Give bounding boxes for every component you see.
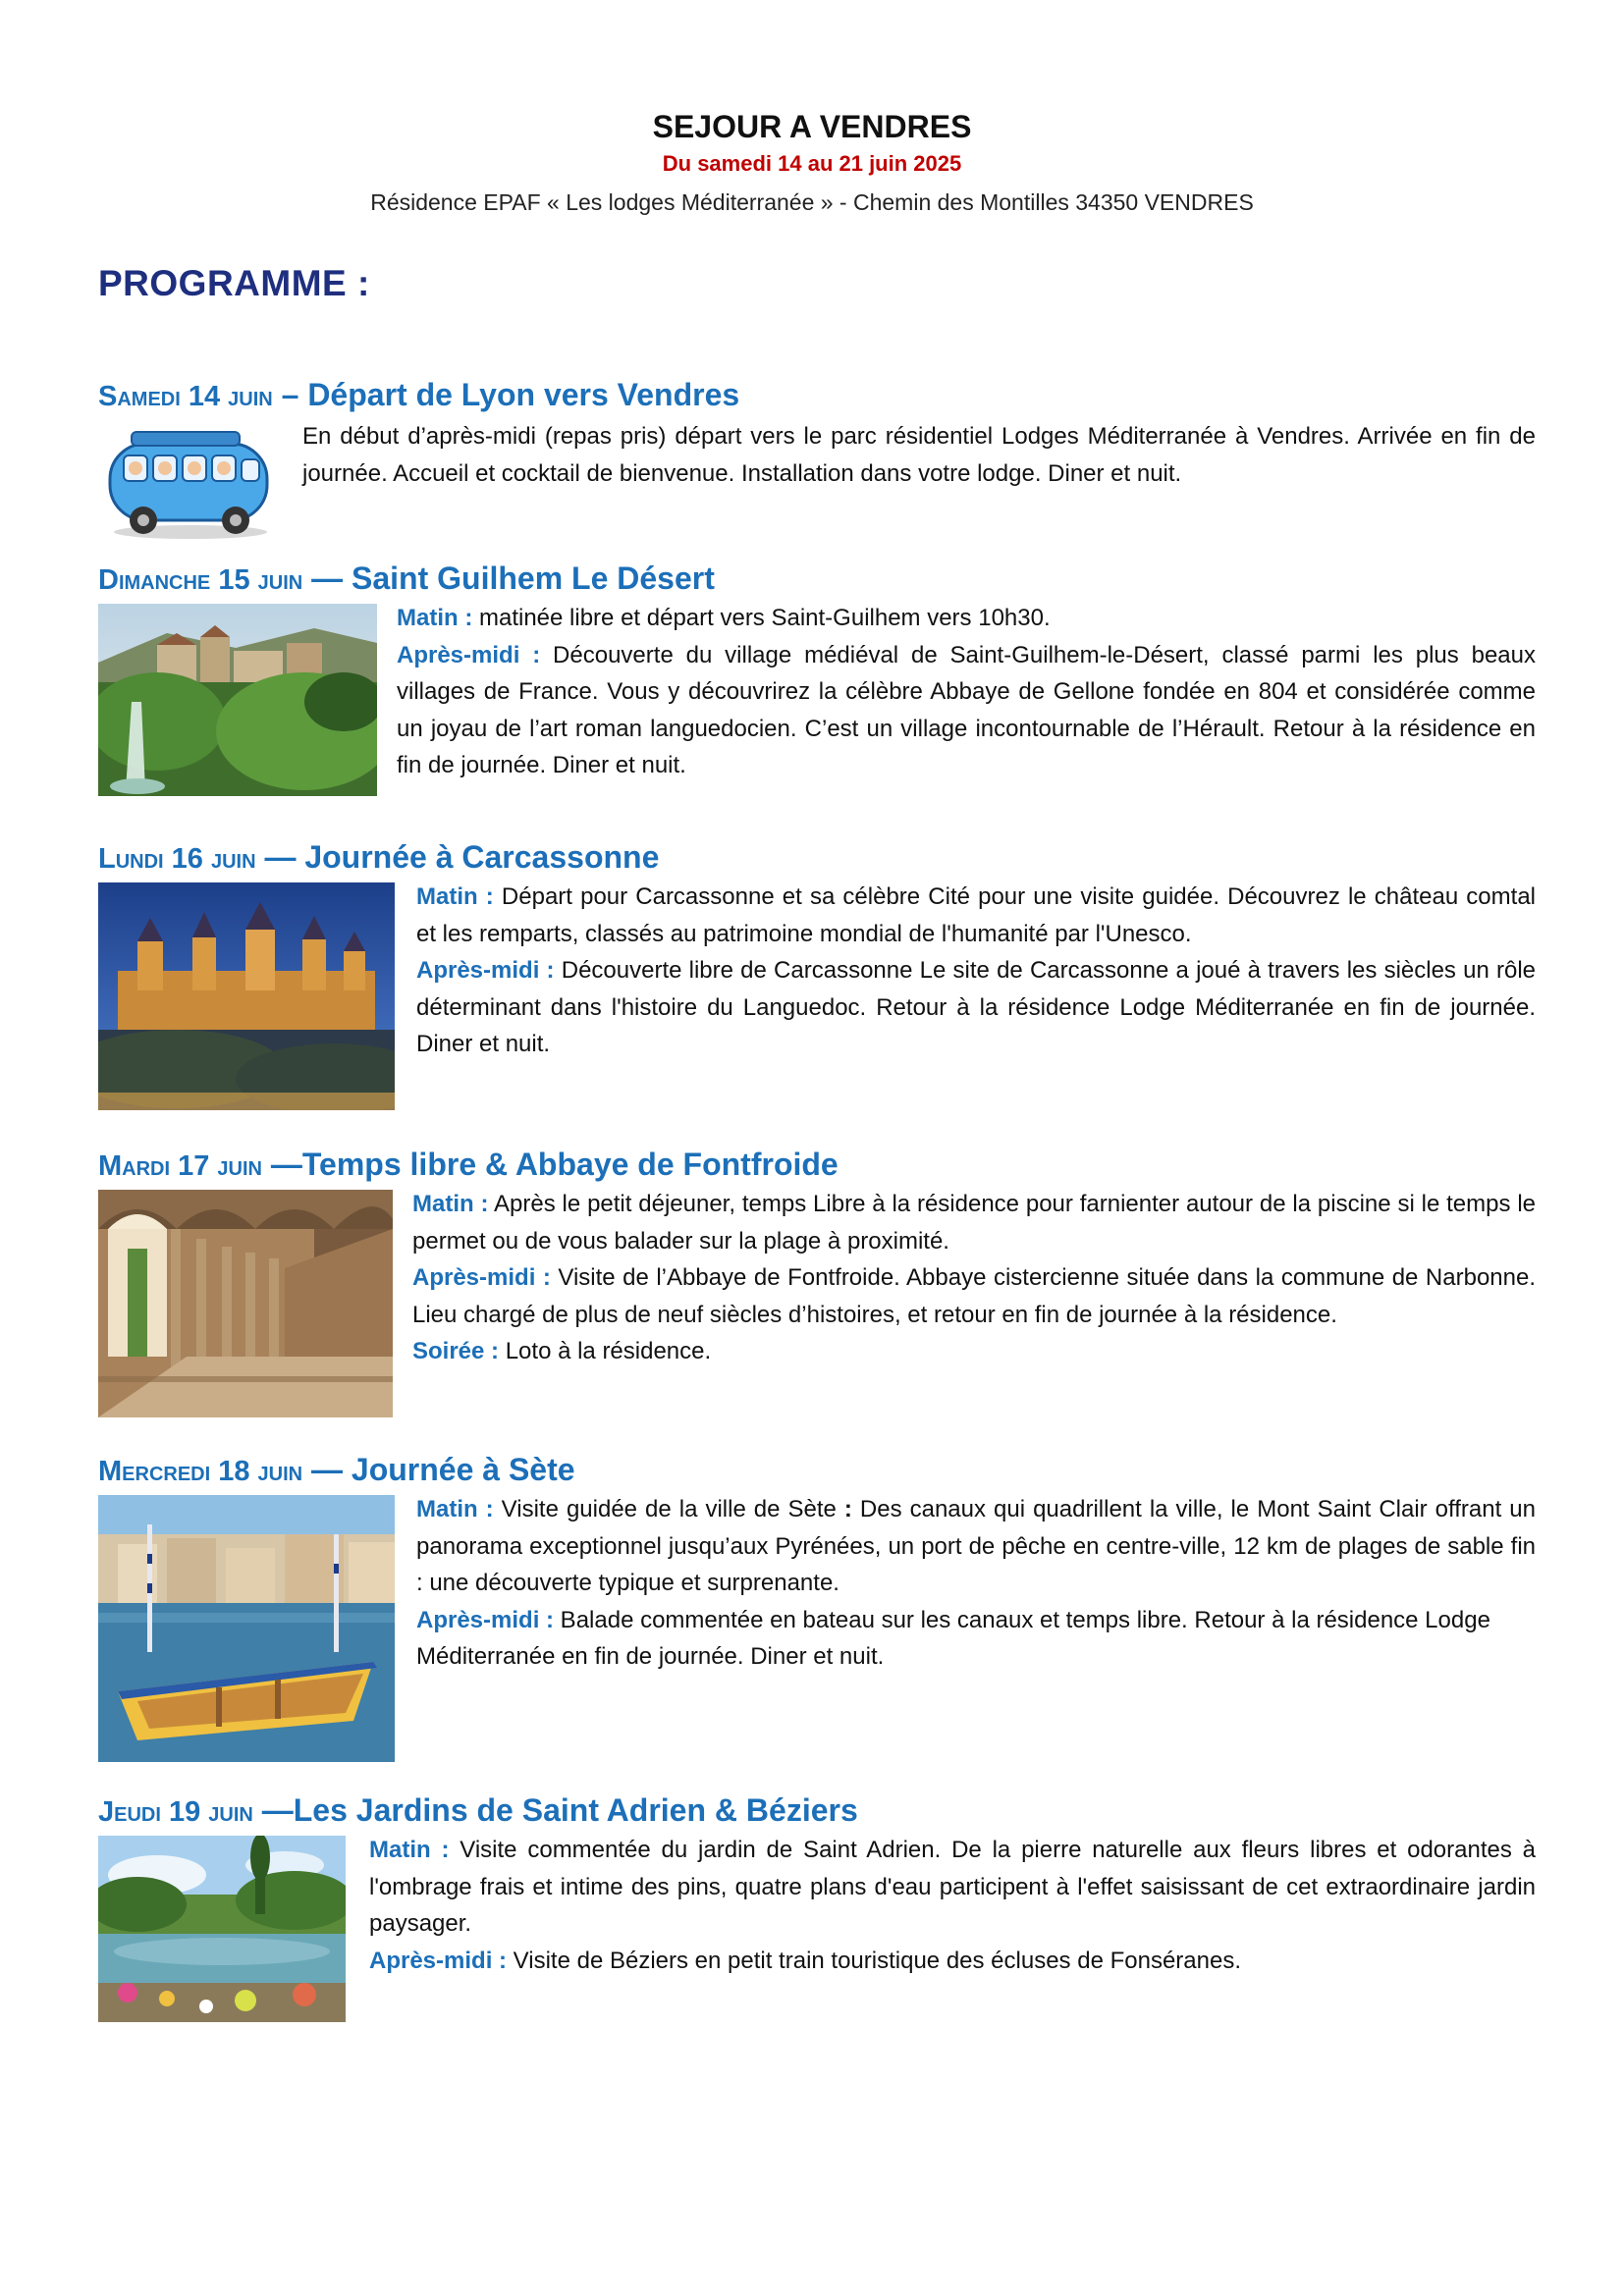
afternoon-label: Après-midi : <box>416 1606 555 1633</box>
afternoon-text: Visite de l’Abbaye de Fontfroide. Abbaye cistercienne située dans la commune de Narbonne. Lieu chargé de plus de neuf siècles d’histoires, et retour en fin de journée à la résidence. <box>412 1264 1536 1328</box>
saint-guilhem-village-photo <box>98 604 377 796</box>
day-name: Dimanche 15 juin <box>98 564 303 596</box>
morning-paragraph <box>416 879 1536 952</box>
evening-text: Loto à la résidence. <box>499 1338 712 1364</box>
day-title: Départ de Lyon vers Vendres <box>307 377 740 412</box>
day-description <box>397 600 1536 784</box>
afternoon-text: Balade commentée en bateau sur les canaux et temps libre. Retour à la résidence Lodge <box>554 1606 1490 1633</box>
day-heading <box>98 1448 1536 1491</box>
day-section-dimanche <box>98 557 1536 796</box>
day-name: Lundi 16 juin <box>98 843 256 875</box>
carcassonne-citadel-photo <box>98 882 395 1110</box>
morning-text: Après le petit déjeuner, temps Libre à la résidence pour farnienter autour de la piscine si le temps le permet ou de vous balader sur la plage à proximité. <box>412 1191 1536 1255</box>
afternoon-text: Visite de Béziers en petit train touristique des écluses de Fonséranes. <box>507 1947 1241 1974</box>
afternoon-label: Après-midi : <box>416 957 555 984</box>
day-heading <box>98 557 1536 600</box>
heading-separator: — <box>302 1452 352 1487</box>
afternoon-paragraph <box>412 1259 1536 1333</box>
day-name: Mardi 17 juin <box>98 1150 262 1182</box>
afternoon-paragraph <box>397 637 1536 784</box>
cartoon-bus-icon <box>102 422 277 542</box>
day-description: En début d’après-midi (repas pris) départ vers le parc résidentiel Lodges Méditerranée à Vendres. Arrivée en fin de journée. Accueil et cocktail de bienvenue. Installation dans votre lodge. Diner et nuit. <box>302 423 1536 487</box>
day-section-lundi <box>98 835 1536 1110</box>
afternoon-paragraph <box>416 952 1536 1063</box>
afternoon-label: Après-midi : <box>412 1264 551 1291</box>
morning-label: Matin : <box>369 1837 450 1863</box>
programme-heading: PROGRAMME : <box>98 263 370 303</box>
heading-separator: — <box>255 839 305 875</box>
day-title: Journée à Sète <box>351 1452 575 1487</box>
morning-text: Départ pour Carcassonne et sa célèbre Cité pour une visite guidée. Découvrez le château comtal et les remparts, classés au patrimoine mondial de l'humanité par l'Unesco. <box>416 883 1536 947</box>
morning-label: Matin : <box>416 883 494 910</box>
morning-label: Matin : <box>412 1191 489 1217</box>
sete-canal-boats-photo <box>98 1495 395 1762</box>
heading-separator: – <box>272 377 308 412</box>
evening-paragraph <box>412 1333 1536 1370</box>
afternoon-continued: Méditerranée en fin de journée. Diner et nuit. <box>416 1643 885 1670</box>
afternoon-text: Découverte libre de Carcassonne Le site de Carcassonne a joué à travers les siècles un rôle déterminant dans l'histoire du Languedoc. Retour à la résidence Lodge Méditerranée en fin de journée. Diner et nuit. <box>416 957 1537 1057</box>
morning-paragraph <box>397 600 1536 637</box>
morning-text-continued: Des canaux qui quadrillent la ville, le Mont Saint Clair offrant un panorama exceptionnel jusqu’aux Pyrénées, un port de pêche en centre-ville, 12 km de plages de sable fin : une découverte typique et surprenante. <box>416 1496 1536 1596</box>
morning-colon: : <box>843 1496 852 1522</box>
saint-adrien-garden-photo <box>98 1836 346 2022</box>
day-name: Mercredi 18 juin <box>98 1456 303 1487</box>
afternoon-label: Après-midi : <box>369 1947 508 1974</box>
afternoon-paragraph <box>369 1943 1536 1980</box>
day-title: Journée à Carcassonne <box>304 839 660 875</box>
day-name: Samedi 14 juin <box>98 381 273 412</box>
day-section-mercredi <box>98 1448 1536 1762</box>
morning-text: matinée libre et départ vers Saint-Guilhem vers 10h30. <box>472 605 1051 631</box>
day-heading <box>98 1789 1536 1832</box>
day-section-samedi <box>98 373 1536 544</box>
morning-text: Visite commentée du jardin de Saint Adrien. De la pierre naturelle aux fleurs libres et odorantes à l'ombrage frais et intime des pins, quatre plans d'eau participent à l'effet saisissant de cet extraordinaire jardin paysager. <box>369 1837 1536 1937</box>
afternoon-paragraph <box>416 1602 1536 1639</box>
day-name: Jeudi 19 juin <box>98 1796 253 1828</box>
day-heading <box>98 835 1536 879</box>
day-description <box>416 879 1536 1063</box>
day-description <box>412 1186 1536 1370</box>
day-title: Saint Guilhem Le Désert <box>352 561 715 596</box>
evening-label: Soirée : <box>412 1338 500 1364</box>
morning-label: Matin : <box>416 1496 494 1522</box>
morning-paragraph <box>412 1186 1536 1259</box>
document-header <box>0 106 1624 220</box>
day-heading <box>98 373 1536 416</box>
morning-paragraph <box>416 1491 1536 1602</box>
day-title: Temps libre & Abbaye de Fontfroide <box>301 1147 839 1182</box>
morning-label: Matin : <box>397 605 473 631</box>
heading-separator: — <box>302 561 352 596</box>
day-description <box>416 1491 1536 1676</box>
day-description <box>369 1832 1536 1979</box>
day-section-mardi <box>98 1143 1536 1417</box>
morning-paragraph <box>369 1832 1536 1943</box>
afternoon-label: Après-midi : <box>397 641 541 668</box>
fontfroide-cloister-photo <box>98 1190 393 1417</box>
morning-text: Visite guidée de la ville de Sète <box>493 1496 844 1522</box>
day-heading <box>98 1143 1536 1186</box>
residence-address: Résidence EPAF « Les lodges Méditerranée » - Chemin des Montilles 34350 VENDRES <box>370 189 1254 215</box>
heading-separator: — <box>261 1147 302 1182</box>
heading-separator: — <box>252 1792 294 1828</box>
afternoon-text: Découverte du village médiéval de Saint-Guilhem-le-Désert, classé parmi les plus beaux villages de France. Vous y découvrirez la célèbre Abbaye de Gellone fondée en 804 et considérée comme un joyau de l’art roman languedocien. C’est un village incontournable de l’Hérault. Retour à la résidence en fin de journée. Diner et nuit. <box>397 641 1536 778</box>
page-title: SEJOUR A VENDRES <box>652 109 972 144</box>
stay-dates: Du samedi 14 au 21 juin 2025 <box>662 151 962 176</box>
day-title: Les Jardins de Saint Adrien & Béziers <box>293 1792 858 1828</box>
day-section-jeudi <box>98 1789 1536 2024</box>
